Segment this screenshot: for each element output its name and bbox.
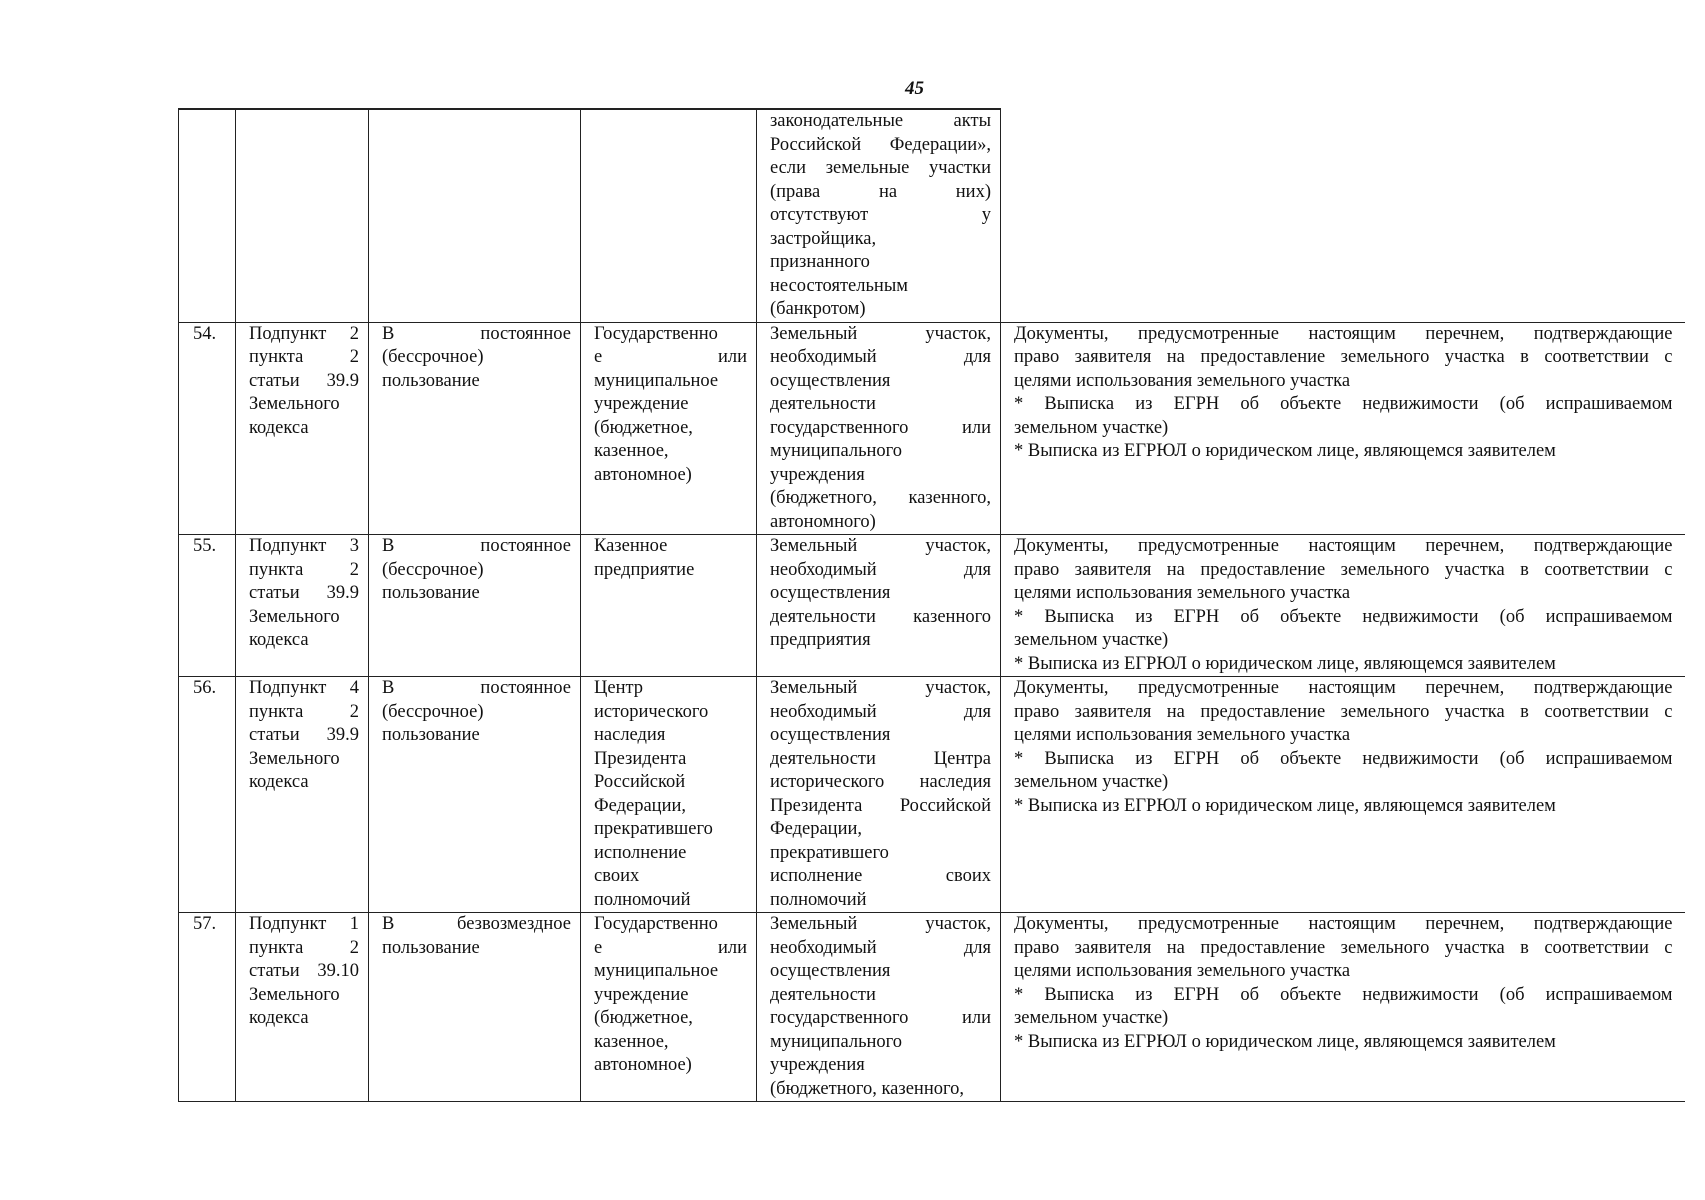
- cell-text-line: Российской Федерации»,: [770, 134, 991, 155]
- cell-text-line: кодекса: [249, 1008, 309, 1028]
- cell-text-line: В постоянное: [382, 678, 571, 698]
- cell-number: 54.: [179, 322, 236, 535]
- cell-text-line: земельном участке): [1014, 1008, 1169, 1028]
- cell-text-line: полномочий: [770, 889, 867, 910]
- cell-applicant: [581, 913, 757, 1102]
- cell-text-line: наследия: [594, 725, 666, 745]
- cell-text-line: статьи 39.10: [249, 961, 359, 981]
- cell-text-line: своих: [594, 866, 640, 886]
- cell-text-line: Подпункт 4: [249, 678, 359, 698]
- cell-text-line: исторического наследия: [770, 772, 991, 792]
- cell-text-line: * Выписка из ЕГРЮЛ о юридическом лице, являющемся заявителем: [1014, 1031, 1556, 1052]
- cell-right-type: [369, 322, 581, 535]
- cell-text-line: учреждения: [770, 1055, 865, 1075]
- cell-land-subject: [757, 535, 1001, 677]
- cell-text-line: право заявителя на предоставление земельного участка в соответствии с: [1014, 559, 1673, 580]
- cell-number: 57.: [179, 913, 236, 1102]
- cell-applicant: [581, 677, 757, 913]
- cell-text-line: (права на них): [770, 181, 991, 202]
- cell-text-line: Подпункт 3: [249, 536, 359, 556]
- cell-text-line: Земельного: [249, 748, 340, 769]
- cell-basis: [236, 677, 369, 913]
- cell-text-line: кодекса: [249, 417, 309, 438]
- cell-text-line: предприятие: [594, 559, 695, 580]
- cell-text-line: земельном участке): [1014, 772, 1169, 792]
- cell-text-line: казенное,: [594, 1031, 669, 1052]
- cell-text-line: * Выписка из ЕГРЮЛ о юридическом лице, являющемся заявителем: [1014, 795, 1556, 816]
- cell-text-line: осуществления: [770, 370, 891, 391]
- table-row: [179, 322, 1685, 535]
- cell-text-line: казенное,: [594, 441, 669, 461]
- cell-text-line: Земельного: [249, 606, 340, 627]
- cell-text-line: право заявителя на предоставление земельного участка в соответствии с: [1014, 701, 1673, 722]
- cell-text-line: учреждение: [594, 984, 689, 1005]
- table-body: [179, 109, 1685, 1102]
- cell-text-line: (бюджетного, казенного,: [770, 488, 991, 508]
- cell-text-line: Казенное: [594, 536, 668, 556]
- cell-text-line: (бессрочное): [382, 559, 484, 580]
- table-row: [179, 535, 1685, 677]
- cell-text-line: осуществления: [770, 583, 891, 603]
- cell-text-line: прекратившего: [770, 842, 889, 863]
- cell-land-subject: [757, 109, 1001, 322]
- cell-text-line: автономное): [594, 464, 692, 485]
- cell-basis: [236, 535, 369, 677]
- cell-text-line: целями использования земельного участка: [1014, 961, 1351, 981]
- cell-number: 56.: [179, 677, 236, 913]
- cell-text-line: статьи 39.9: [249, 370, 359, 391]
- cell-text-line: Земельного: [249, 984, 340, 1005]
- cell-text-line: автономное): [594, 1055, 692, 1075]
- cell-text-line: статьи 39.9: [249, 583, 359, 603]
- cell-text-line: осуществления: [770, 725, 891, 745]
- cell-text-line: Земельного: [249, 394, 340, 414]
- cell-text-line: осуществления: [770, 961, 891, 981]
- cell-documents: [1001, 109, 1685, 322]
- cell-text-line: (бессрочное): [382, 347, 484, 367]
- cell-documents: [1001, 677, 1685, 913]
- cell-text-line: Центр: [594, 678, 644, 698]
- cell-text-line: отсутствуют у: [770, 205, 991, 225]
- cell-text-line: право заявителя на предоставление земельного участка в соответствии с: [1014, 347, 1673, 367]
- cell-text-line: застройщика,: [770, 228, 877, 249]
- cell-text-line: Земельный участок,: [770, 323, 991, 344]
- cell-applicant: [581, 109, 757, 322]
- cell-right-type: [369, 677, 581, 913]
- cell-text-line: право заявителя на предоставление земельного участка в соответствии с: [1014, 937, 1673, 958]
- cell-text-line: кодекса: [249, 772, 309, 792]
- cell-text-line: целями использования земельного участка: [1014, 370, 1351, 391]
- cell-number: [179, 109, 236, 322]
- cell-text-line: * Выписка из ЕГРН об объекте недвижимости (об испрашиваемом: [1014, 606, 1673, 627]
- cell-text-line: Земельный участок,: [770, 536, 991, 556]
- cell-text-line: деятельности: [770, 394, 876, 414]
- cell-text-line: Подпункт 2: [249, 323, 359, 344]
- cell-text-line: Федерации,: [770, 819, 862, 839]
- cell-text-line: Государственно: [594, 323, 718, 344]
- cell-text-line: учреждение: [594, 394, 689, 414]
- cell-right-type: [369, 913, 581, 1102]
- cell-text-line: В постоянное: [382, 536, 571, 556]
- cell-applicant: [581, 535, 757, 677]
- cell-text-line: пункта 2: [249, 347, 359, 367]
- cell-text-line: Документы, предусмотренные настоящим перечнем, подтверждающие: [1014, 914, 1673, 934]
- cell-text-line: Российской: [594, 772, 686, 792]
- land-documents-table: [178, 108, 1685, 1102]
- cell-text-line: несостоятельным: [770, 275, 908, 296]
- cell-basis: [236, 913, 369, 1102]
- cell-basis: [236, 109, 369, 322]
- cell-text-line: е или: [594, 347, 747, 367]
- cell-text-line: исполнение своих: [770, 866, 991, 886]
- cell-text-line: Документы, предусмотренные настоящим перечнем, подтверждающие: [1014, 536, 1673, 556]
- cell-text-line: (бюджетного, казенного,: [770, 1078, 964, 1099]
- cell-text-line: пункта 2: [249, 937, 359, 958]
- cell-text-line: муниципального: [770, 441, 903, 461]
- cell-text-line: статьи 39.9: [249, 725, 359, 745]
- cell-text-line: Государственно: [594, 914, 718, 934]
- cell-text-line: исторического: [594, 701, 709, 722]
- cell-text-line: пользование: [382, 725, 480, 745]
- cell-text-line: пользование: [382, 370, 480, 391]
- cell-text-line: (банкротом): [770, 299, 866, 319]
- cell-text-line: автономного): [770, 511, 876, 532]
- cell-text-line: предприятия: [770, 630, 871, 650]
- cell-text-line: Президента Российской: [770, 795, 991, 816]
- cell-text-line: пункта 2: [249, 559, 359, 580]
- cell-text-line: * Выписка из ЕГРЮЛ о юридическом лице, являющемся заявителем: [1014, 653, 1556, 674]
- cell-land-subject: [757, 677, 1001, 913]
- cell-text-line: Земельный участок,: [770, 914, 991, 934]
- cell-text-line: пользование: [382, 583, 480, 603]
- cell-text-line: прекратившего: [594, 819, 713, 839]
- cell-applicant: [581, 322, 757, 535]
- cell-text-line: Документы, предусмотренные настоящим перечнем, подтверждающие: [1014, 323, 1673, 344]
- cell-documents: [1001, 535, 1685, 677]
- cell-right-type: [369, 109, 581, 322]
- cell-text-line: * Выписка из ЕГРН об объекте недвижимости (об испрашиваемом: [1014, 984, 1673, 1005]
- cell-text-line: муниципального: [770, 1031, 903, 1052]
- cell-text-line: Земельный участок,: [770, 678, 991, 698]
- cell-text-line: деятельности Центра: [770, 748, 991, 769]
- cell-text-line: (бюджетное,: [594, 1008, 693, 1028]
- cell-text-line: В постоянное: [382, 323, 571, 344]
- cell-text-line: необходимый для: [770, 701, 991, 722]
- cell-text-line: муниципальное: [594, 961, 719, 981]
- cell-text-line: деятельности: [770, 984, 876, 1005]
- cell-text-line: если земельные участки: [770, 158, 991, 178]
- cell-text-line: Документы, предусмотренные настоящим перечнем, подтверждающие: [1014, 678, 1673, 698]
- cell-text-line: земельном участке): [1014, 417, 1169, 438]
- cell-text-line: деятельности казенного: [770, 606, 991, 627]
- page-number: 45: [905, 78, 924, 99]
- table-row-continuation: [179, 109, 1685, 322]
- cell-text-line: Подпункт 1: [249, 914, 359, 934]
- cell-text-line: е или: [594, 937, 747, 958]
- table-row: [179, 913, 1685, 1102]
- cell-text-line: целями использования земельного участка: [1014, 725, 1351, 745]
- cell-text-line: пользование: [382, 937, 480, 958]
- cell-text-line: государственного или: [770, 1008, 991, 1028]
- cell-text-line: необходимый для: [770, 937, 991, 958]
- cell-text-line: кодекса: [249, 630, 309, 650]
- cell-text-line: необходимый для: [770, 559, 991, 580]
- cell-text-line: пункта 2: [249, 701, 359, 722]
- cell-basis: [236, 322, 369, 535]
- cell-text-line: Федерации,: [594, 795, 686, 816]
- cell-text-line: законодательные акты: [770, 111, 991, 131]
- cell-text-line: муниципальное: [594, 370, 719, 391]
- cell-text-line: * Выписка из ЕГРН об объекте недвижимости (об испрашиваемом: [1014, 748, 1673, 769]
- table-row: [179, 677, 1685, 913]
- cell-documents: [1001, 913, 1685, 1102]
- cell-text-line: Президента: [594, 748, 687, 769]
- cell-text-line: (бессрочное): [382, 701, 484, 722]
- cell-text-line: государственного или: [770, 417, 991, 438]
- cell-number: 55.: [179, 535, 236, 677]
- cell-text-line: земельном участке): [1014, 630, 1169, 650]
- cell-text-line: * Выписка из ЕГРН об объекте недвижимости (об испрашиваемом: [1014, 394, 1673, 414]
- cell-land-subject: [757, 322, 1001, 535]
- cell-text-line: необходимый для: [770, 347, 991, 367]
- cell-right-type: [369, 535, 581, 677]
- cell-text-line: В безвозмездное: [382, 914, 571, 934]
- cell-land-subject: [757, 913, 1001, 1102]
- cell-text-line: (бюджетное,: [594, 417, 693, 438]
- cell-documents: [1001, 322, 1685, 535]
- cell-text-line: учреждения: [770, 464, 865, 485]
- cell-text-line: * Выписка из ЕГРЮЛ о юридическом лице, являющемся заявителем: [1014, 441, 1556, 461]
- cell-text-line: целями использования земельного участка: [1014, 583, 1351, 603]
- cell-text-line: полномочий: [594, 889, 691, 910]
- cell-text-line: признанного: [770, 252, 870, 272]
- cell-text-line: исполнение: [594, 842, 687, 863]
